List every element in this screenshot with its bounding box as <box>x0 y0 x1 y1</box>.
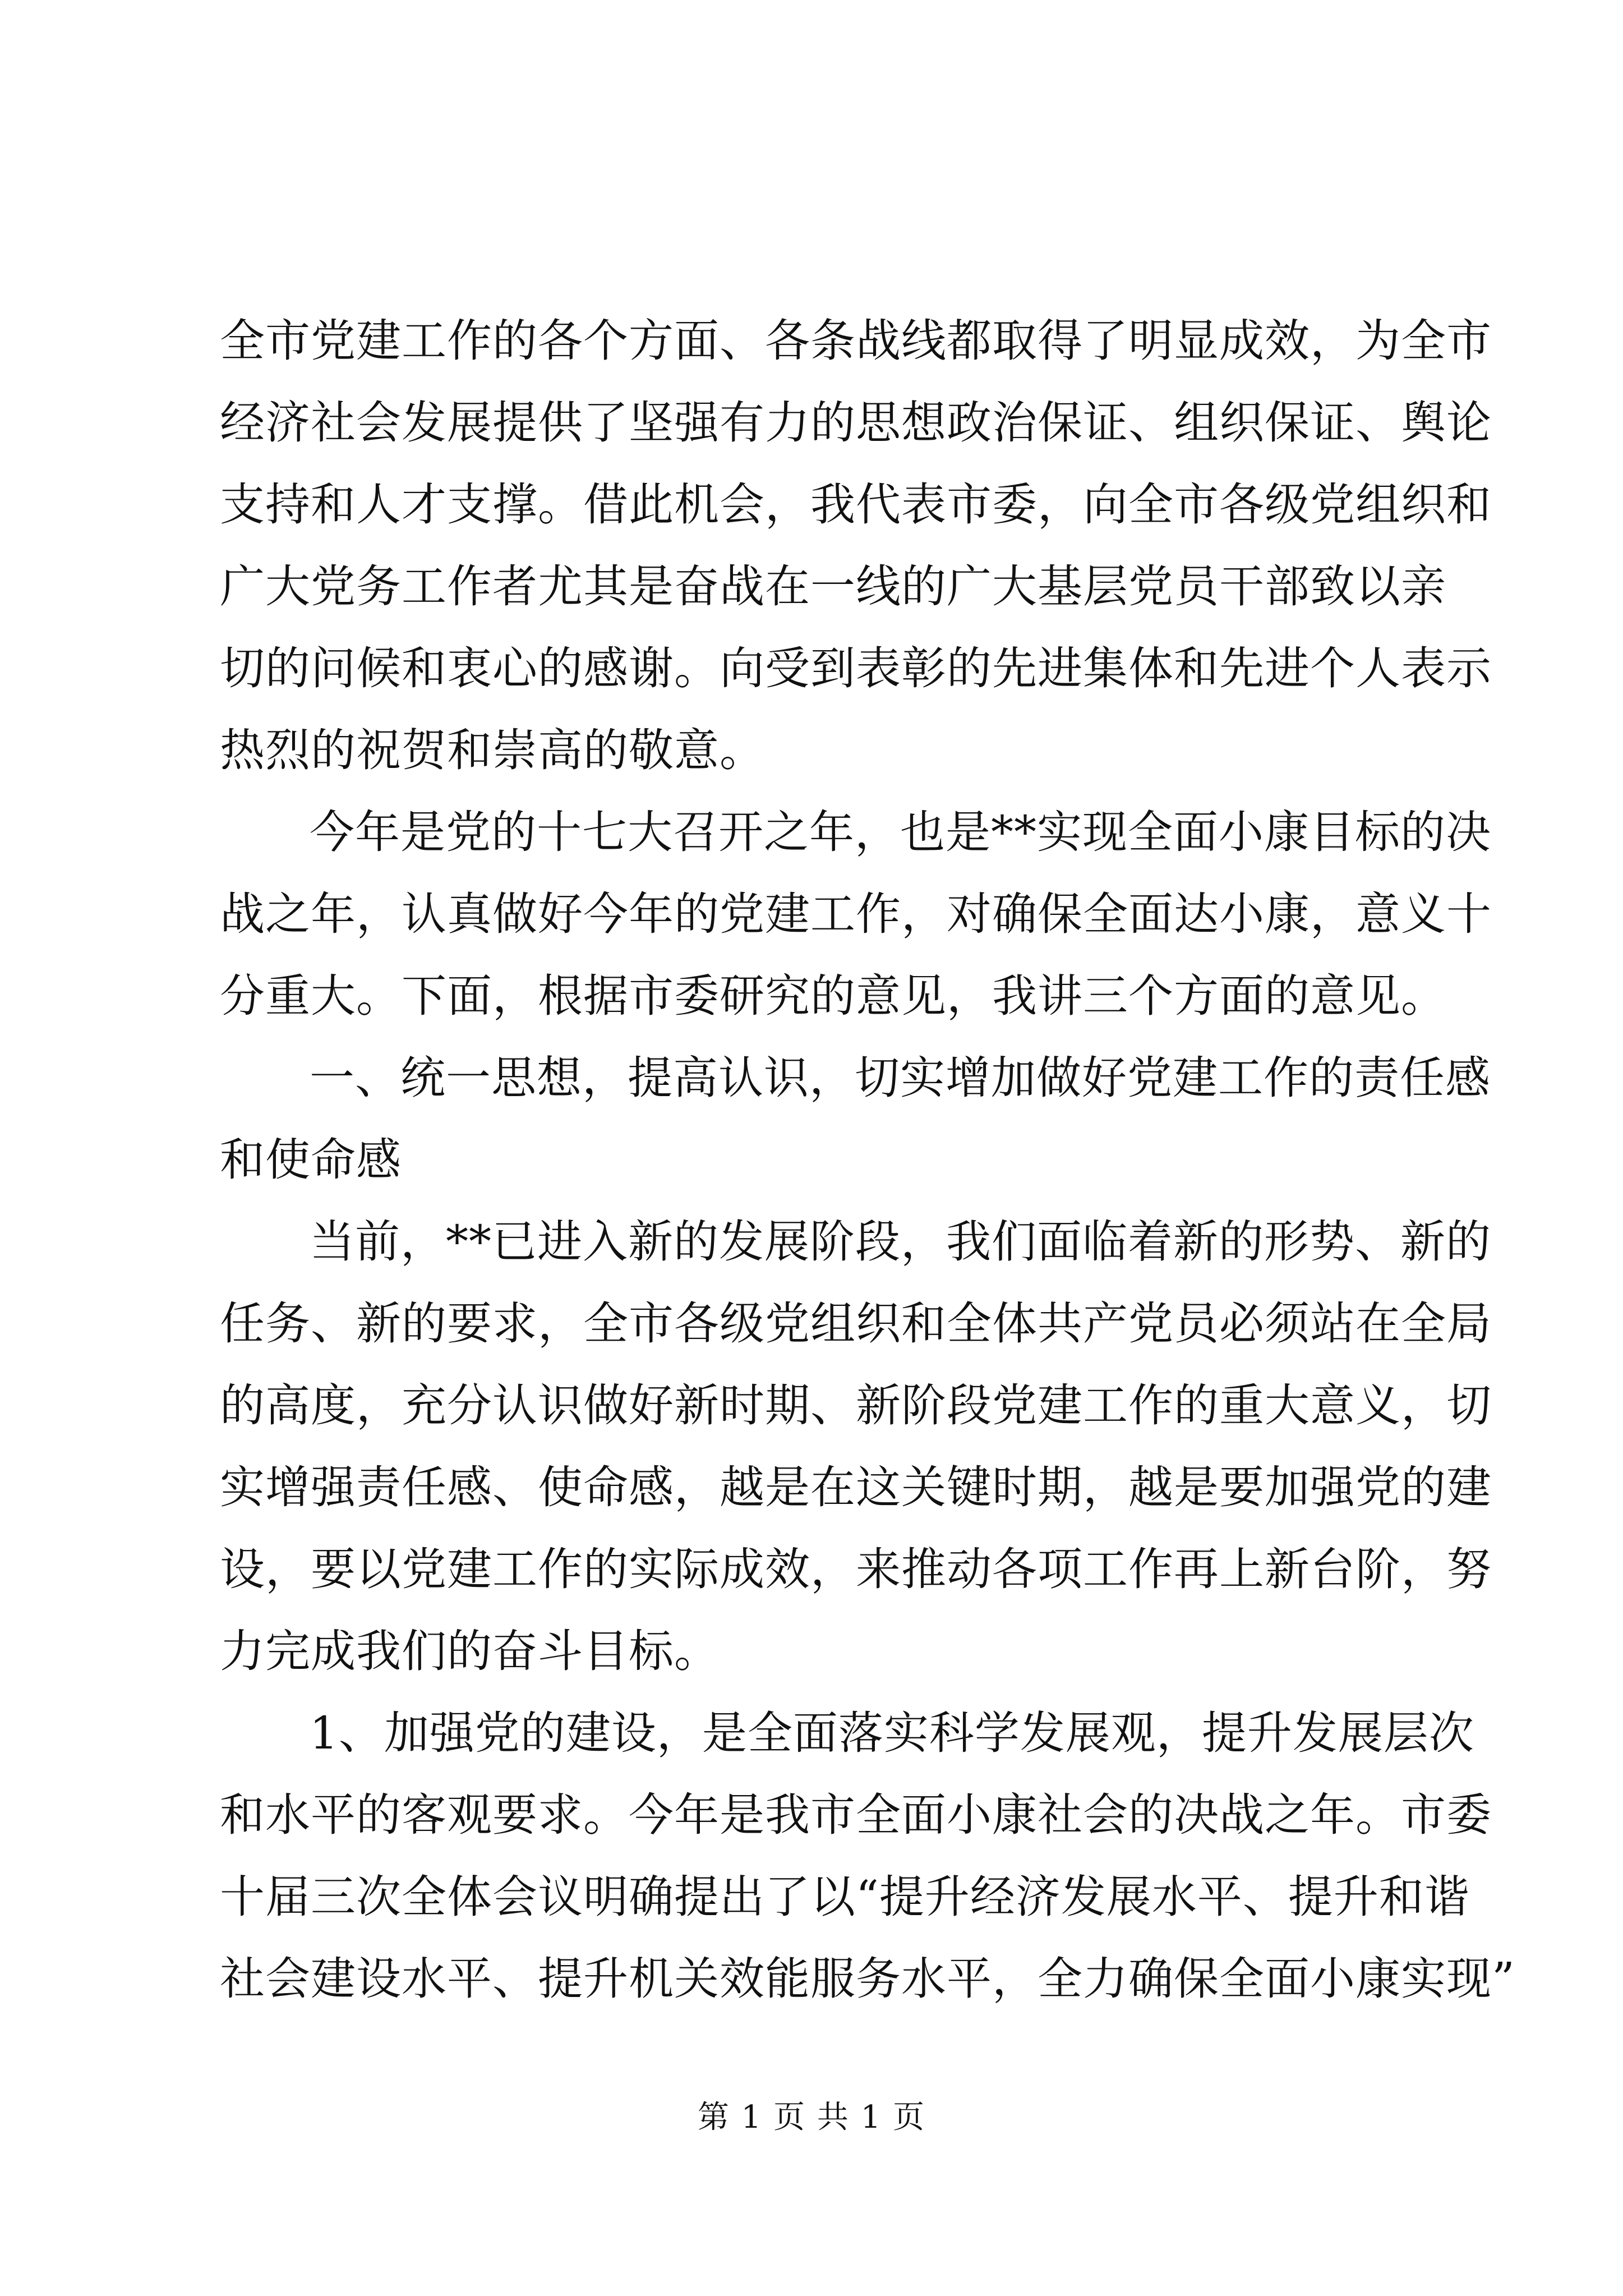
text-line: 和使命感 <box>220 1134 402 1186</box>
text-line: 实增强责任感、使命感，越是在这关键时期，越是要加强党的建 <box>220 1461 1492 1513</box>
text-line: 切的问候和衷心的感谢。向受到表彰的先进集体和先进个人表示 <box>220 642 1492 694</box>
text-line: 战之年，认真做好今年的党建工作，对确保全面达小康，意义十 <box>220 888 1492 940</box>
text-line: 力完成我们的奋斗目标。 <box>220 1625 720 1677</box>
text-line: 和水平的客观要求。今年是我市全面小康社会的决战之年。市委 <box>220 1789 1492 1841</box>
text-line: 今年是党的十七大召开之年，也是**实现全面小康目标的决 <box>310 806 1491 858</box>
text-line: 经济社会发展提供了坚强有力的思想政治保证、组织保证、舆论 <box>220 397 1492 449</box>
text-line: 全市党建工作的各个方面、各条战线都取得了明显成效，为全市 <box>220 315 1492 367</box>
text-line: 任务、新的要求，全市各级党组织和全体共产党员必须站在全局 <box>220 1297 1492 1350</box>
text-line: 十届三次全体会议明确提出了以“提升经济发展水平、提升和谐 <box>220 1871 1470 1923</box>
text-line: 社会建设水平、提升机关效能服务水平，全力确保全面小康实现” <box>220 1953 1515 2005</box>
text-line: 一、统一思想，提高认识，切实增加做好党建工作的责任感 <box>310 1052 1491 1104</box>
text-line: 当前，**已进入新的发展阶段，我们面临着新的形势、新的 <box>310 1216 1491 1268</box>
text-line: 的高度，充分认识做好新时期、新阶段党建工作的重大意义，切 <box>220 1379 1492 1432</box>
document-body <box>220 300 1515 2020</box>
text-line: 热烈的祝贺和崇高的敬意。 <box>220 724 765 776</box>
text-line: 支持和人才支撑。借此机会，我代表市委，向全市各级党组织和 <box>220 478 1492 531</box>
text-line: 广大党务工作者尤其是奋战在一线的广大基层党员干部致以亲 <box>220 560 1446 613</box>
text-line: 设，要以党建工作的实际成效，来推动各项工作再上新台阶，努 <box>220 1543 1492 1595</box>
page-footer: 第 1 页 共 1 页 <box>697 2099 926 2136</box>
text-line: 分重大。下面，根据市委研究的意见，我讲三个方面的意见。 <box>220 970 1446 1022</box>
text-line: 1、加强党的建设，是全面落实科学发展观，提升发展层次 <box>310 1707 1474 1759</box>
